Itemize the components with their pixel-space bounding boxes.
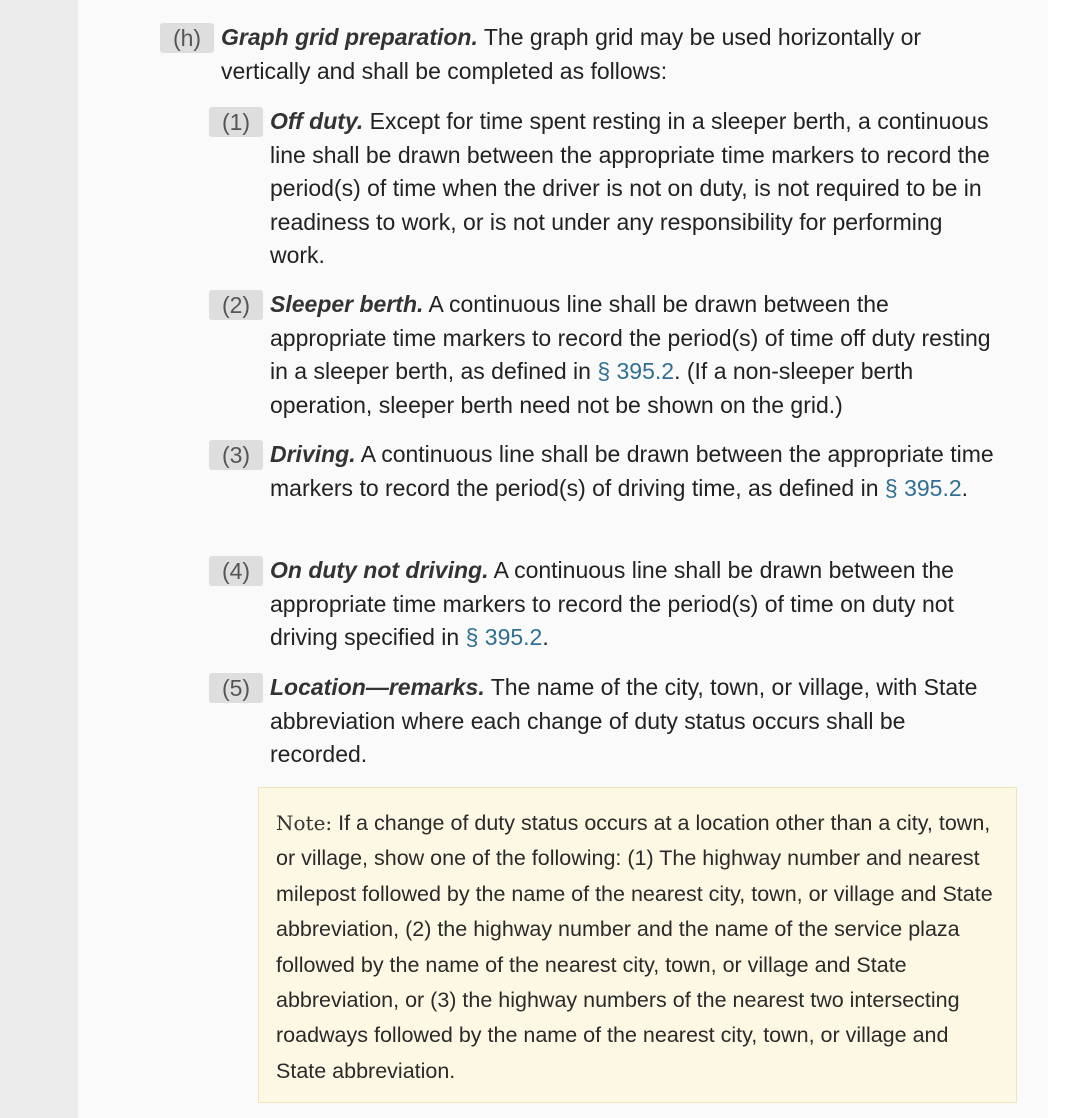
paragraph-marker[interactable]: (5)	[209, 673, 263, 703]
paragraph-text	[270, 105, 999, 273]
paragraph-body-end: .	[961, 474, 969, 501]
paragraph-body-end: .	[542, 624, 549, 651]
paragraph-h	[160, 21, 980, 88]
citation-link[interactable]: § 395.2	[465, 624, 543, 651]
paragraph-h-1	[209, 105, 999, 273]
paragraph-body: Except for time spent resting in a sleeper berth, a continuous line shall be drawn between the appropriate time markers to record the period(s) of time when the driver is not on duty, is not required to be in readiness to work, or is not under any responsibility for performing work.	[270, 108, 990, 269]
paragraph-body: A continuous line shall be drawn between the appropriate time markers to record the period(s) of driving time, as defined in	[270, 441, 994, 501]
paragraph-marker[interactable]: (2)	[209, 290, 263, 320]
paragraph-heading: Off duty.	[270, 108, 364, 134]
paragraph-text	[270, 288, 999, 422]
note-text: If a change of duty status occurs at a location other than a city, town, or village, show one of the following: (1) The highway number and nearest milepost followed by the name of the nearest city, town, or village and State abbreviation, (2) the highway number and the name of the service plaza followed by the name of the nearest city, town, or village and State abbreviation, or (3) the highway numbers of the nearest two intersecting roadways followed by the name of the nearest city, town, or village and State abbreviation.	[276, 811, 993, 1083]
paragraph-body: A continuous line shall be drawn between the appropriate time markers to record the period(s) of time off duty resting in a sleeper berth, as defined in	[270, 291, 991, 385]
paragraph-text	[270, 554, 999, 655]
regulation-content	[78, 0, 1048, 1118]
paragraph-h-5	[209, 671, 999, 772]
paragraph-heading: Driving.	[270, 441, 356, 467]
paragraph-marker[interactable]: (4)	[209, 556, 263, 586]
paragraph-body: A continuous line shall be drawn between the appropriate time markers to record the period(s) of time on duty not driving specified in	[270, 557, 954, 651]
note-box	[258, 787, 1017, 1103]
left-gutter	[0, 0, 78, 1118]
paragraph-h-3	[209, 438, 999, 505]
citation-link[interactable]: § 395.2	[597, 358, 675, 385]
paragraph-heading: On duty not driving.	[270, 557, 489, 583]
paragraph-marker[interactable]: (h)	[160, 23, 214, 53]
citation-link[interactable]: § 395.2	[884, 474, 962, 501]
paragraph-marker[interactable]: (3)	[209, 440, 263, 470]
paragraph-text	[221, 21, 980, 88]
paragraph-body: The name of the city, town, or village, with State abbreviation where each change of duty status occurs shall be recorded.	[270, 674, 978, 768]
note-label: Note:	[276, 811, 333, 835]
paragraph-body: The graph grid may be used horizontally or vertically and shall be completed as follows:	[221, 24, 922, 84]
paragraph-body-end: . (If a non-sleeper berth operation, sleeper berth need not be shown on the grid.)	[270, 358, 914, 418]
paragraph-text	[270, 438, 999, 505]
paragraph-h-4	[209, 554, 999, 655]
paragraph-heading: Location—remarks.	[270, 674, 485, 700]
paragraph-marker[interactable]: (1)	[209, 107, 263, 137]
paragraph-heading: Sleeper berth.	[270, 291, 424, 317]
paragraph-heading: Graph grid preparation.	[221, 24, 478, 50]
paragraph-text	[270, 671, 999, 772]
paragraph-h-2	[209, 288, 999, 422]
